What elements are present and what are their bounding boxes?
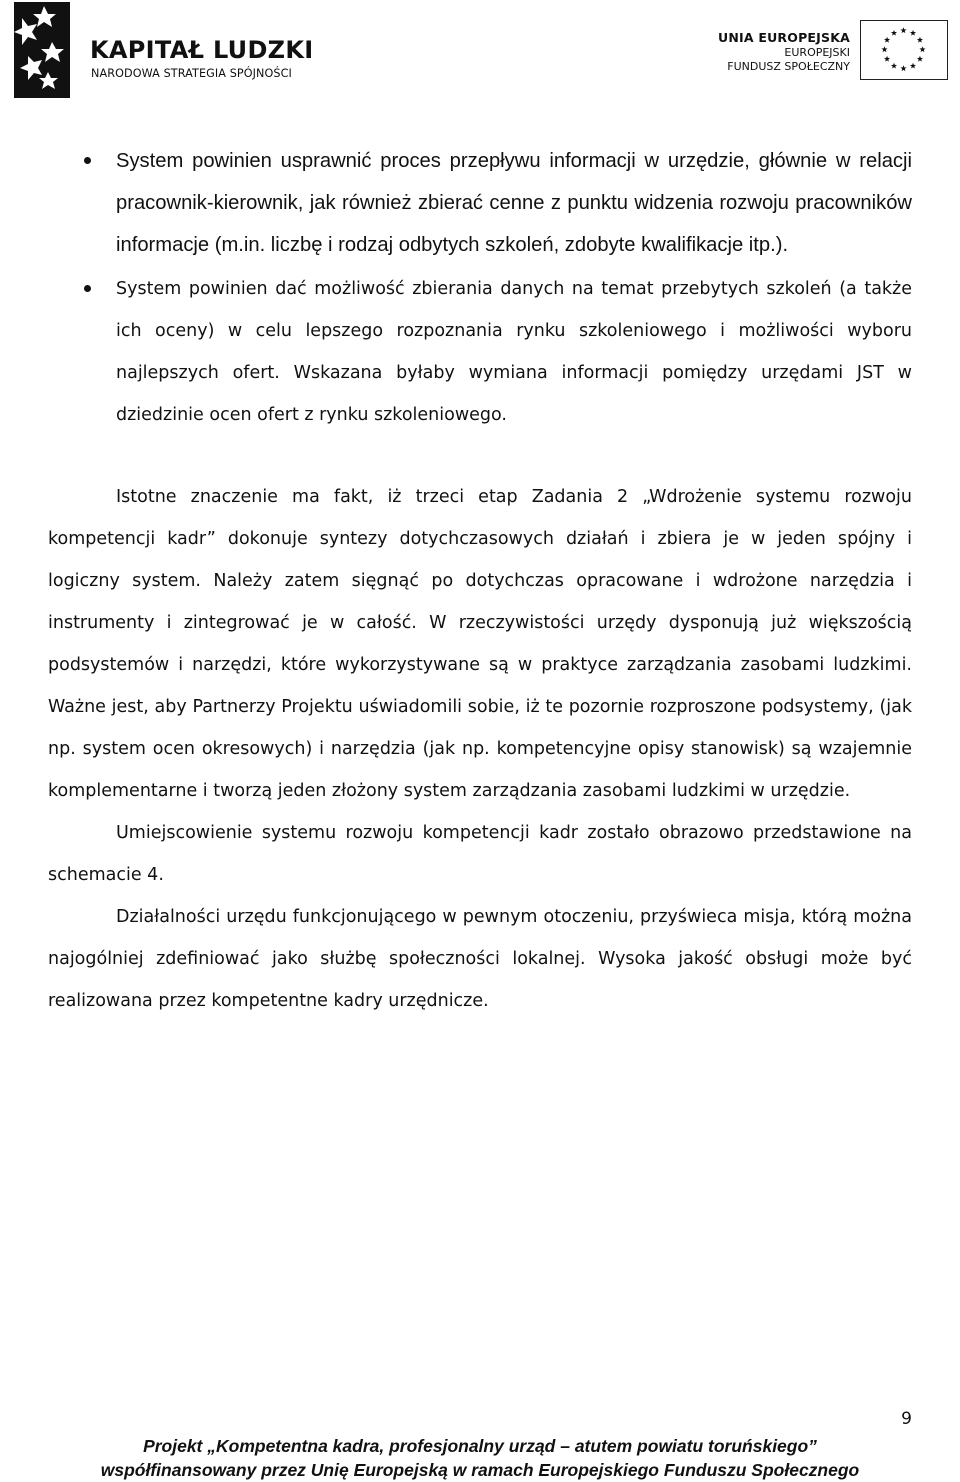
eu-logo-line2: EUROPEJSKI [784, 46, 850, 59]
bullet-text: System powinien usprawnić proces przepływu informacji w urzędzie, głównie w relacji pracownik-kierownik, jak również zbierać cenne z punktu widzenia rozwoju pracowników informacje (m.in. liczbę i rodzaj odbytych szkoleń, zdobyte kwalifikacje itp.). [116, 150, 912, 256]
eu-logo-line3: FUNDUSZ SPOŁECZNY [727, 59, 850, 73]
body-paragraph: Istotne znaczenie ma fakt, iż trzeci etap Zadania 2 „Wdrożenie systemu rozwoju kompetencji kadr” dokonuje syntezy dotychczasowych działań i zbiera je w jeden spójny i logiczny system. Należy zatem sięgnąć po dotychczas opracowane i wdrożone narzędzia i instrumenty i zintegrować je w całość. W rzeczywistości urzędy dysponują już większością podsystemów i narzędzi, które wykorzystywane są w praktyce zarządzania zasobami ludzkimi. Ważne jest, aby Partnerzy Projektu uświadomili sobie, iż te pozornie rozproszone podsystemy, (jak np. system ocen okresowych) i narzędzia (jak np. kompetencyjne opisy stanowisk) są wzajemnie komplementarne i tworzą jeden złożony system zarządzania zasobami ludzkimi w urzędzie. [48, 487, 912, 801]
eu-star-icon [884, 37, 890, 43]
bullet-icon [84, 285, 91, 292]
eu-star-icon [917, 37, 923, 43]
bullet-item [48, 140, 912, 266]
body-paragraph: Działalności urzędu funkcjonującego w pewnym otoczeniu, przyświeca misja, którą można najogólniej zdefiniować jako służbę społeczności lokalnej. Wysoka jakość obsługi może być realizowana przez kompetentne kadry urzędnicze. [48, 907, 912, 1011]
kapital-ludzki-title: KAPITAŁ LUDZKI [90, 36, 314, 64]
kapital-ludzki-star-mark-icon [14, 2, 70, 98]
footer-project-line: Projekt „Kompetentna kadra, profesjonalny urząd – atutem powiatu toruńskiego” [143, 1436, 817, 1456]
eu-star-icon [917, 56, 923, 62]
bullet-item [48, 268, 912, 436]
document-body [48, 140, 912, 1022]
eu-logo-text [718, 30, 850, 73]
eu-star-icon [919, 46, 925, 52]
eu-star-icon [900, 65, 906, 71]
eu-star-icon [881, 46, 887, 52]
eu-star-icon [891, 30, 897, 36]
bullet-text: System powinien dać możliwość zbierania danych na temat przebytych szkoleń (a także ich oceny) w celu lepszego rozpoznania rynku szkoleniowego i możliwości wyboru najlepszych ofert. Wskazana byłaby wymiana informacji pomiędzy urzędami JST w dziedzinie ocen ofert z rynku szkoleniowego. [116, 279, 912, 425]
bullet-list [48, 140, 912, 436]
eu-flag-frame [860, 20, 948, 80]
body-paragraph: Umiejscowienie systemu rozwoju kompetencji kadr zostało obrazowo przedstawione na schemacie 4. [48, 823, 912, 885]
eu-efs-logo [710, 20, 950, 80]
eu-stars-flag-icon [861, 21, 946, 78]
kapital-ludzki-subtitle: NARODOWA STRATEGIA SPÓJNOŚCI [91, 67, 292, 80]
footer-funding-line: współfinansowany przez Unię Europejską w ramach Europejskiego Funduszu Społecznego [100, 1460, 860, 1480]
eu-star-icon [900, 27, 906, 33]
eu-star-icon [891, 63, 897, 69]
eu-logo-line1: UNIA EUROPEJSKA [718, 30, 850, 45]
kapital-ludzki-logo [14, 2, 324, 98]
footer [0, 1434, 960, 1482]
eu-star-icon [910, 63, 916, 69]
eu-star-icon [884, 56, 890, 62]
bullet-icon [84, 157, 91, 164]
page-number: 9 [901, 1409, 912, 1429]
eu-star-icon [910, 30, 916, 36]
